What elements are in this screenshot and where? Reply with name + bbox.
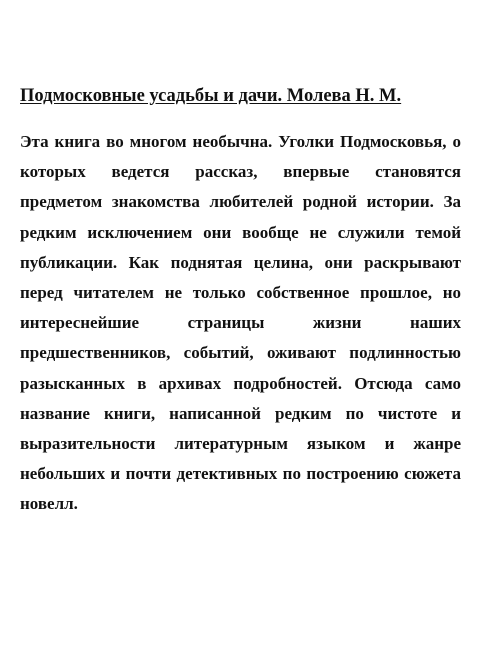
document-page bbox=[20, 85, 461, 520]
document-title: Подмосковные усадьбы и дачи. Молева Н. М. bbox=[20, 86, 402, 106]
document-paragraph: Эта книга во многом необычна. Уголки Подмосковья, о которых ведется рассказ, впервые становятся предметом знакомства любителей родной истории. За редким исключением они вообще не служили темой публикации. Как поднятая целина, они раскрывают перед читателем не только собственное прошлое, но интереснейшие страницы жизни наших предшественников, событий, оживают подлинностью разысканных в архивах подробностей. Отсюда само название книги, написанной редким по чистоте и выразительности литературным языком и жанре небольших и почти детективных по построению сюжета новелл. bbox=[20, 132, 461, 514]
